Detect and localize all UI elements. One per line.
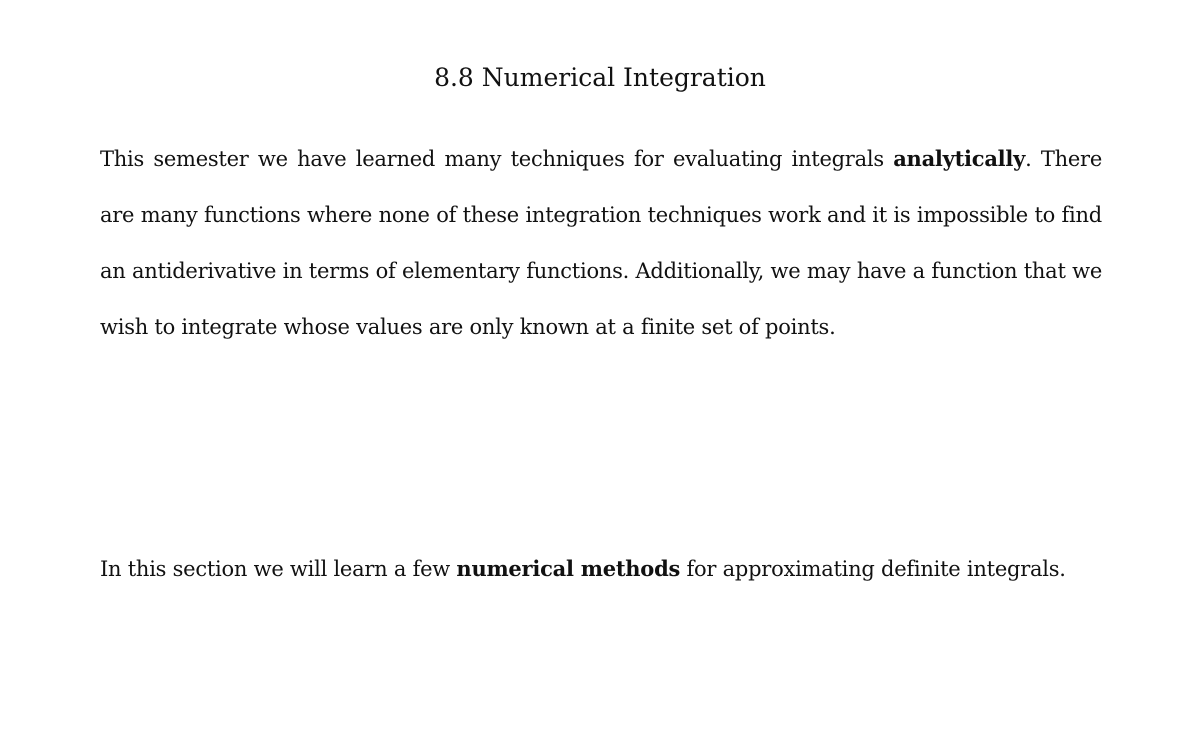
goal-emphasis-numerical-methods: numerical methods: [456, 556, 681, 581]
intro-text-before: This semester we have learned many techniques for evaluating integrals: [100, 147, 894, 171]
goal-text-before: In this section we will learn a few: [100, 557, 457, 581]
section-goal-paragraph: [100, 541, 1102, 597]
intro-emphasis-analytically: analytically: [893, 146, 1026, 171]
goal-text-after: for approximating definite integrals.: [680, 557, 1066, 581]
intro-paragraph: [100, 131, 1102, 355]
section-title: 8.8 Numerical Integration: [434, 63, 766, 92]
intro-text-after: . There are many functions where none of these integration techniques work and it is impossible to find an antiderivative in terms of elementary functions. Additionally, we may have a function that we wish to integrate whose values are only known at a finite set of points.: [100, 147, 1102, 339]
